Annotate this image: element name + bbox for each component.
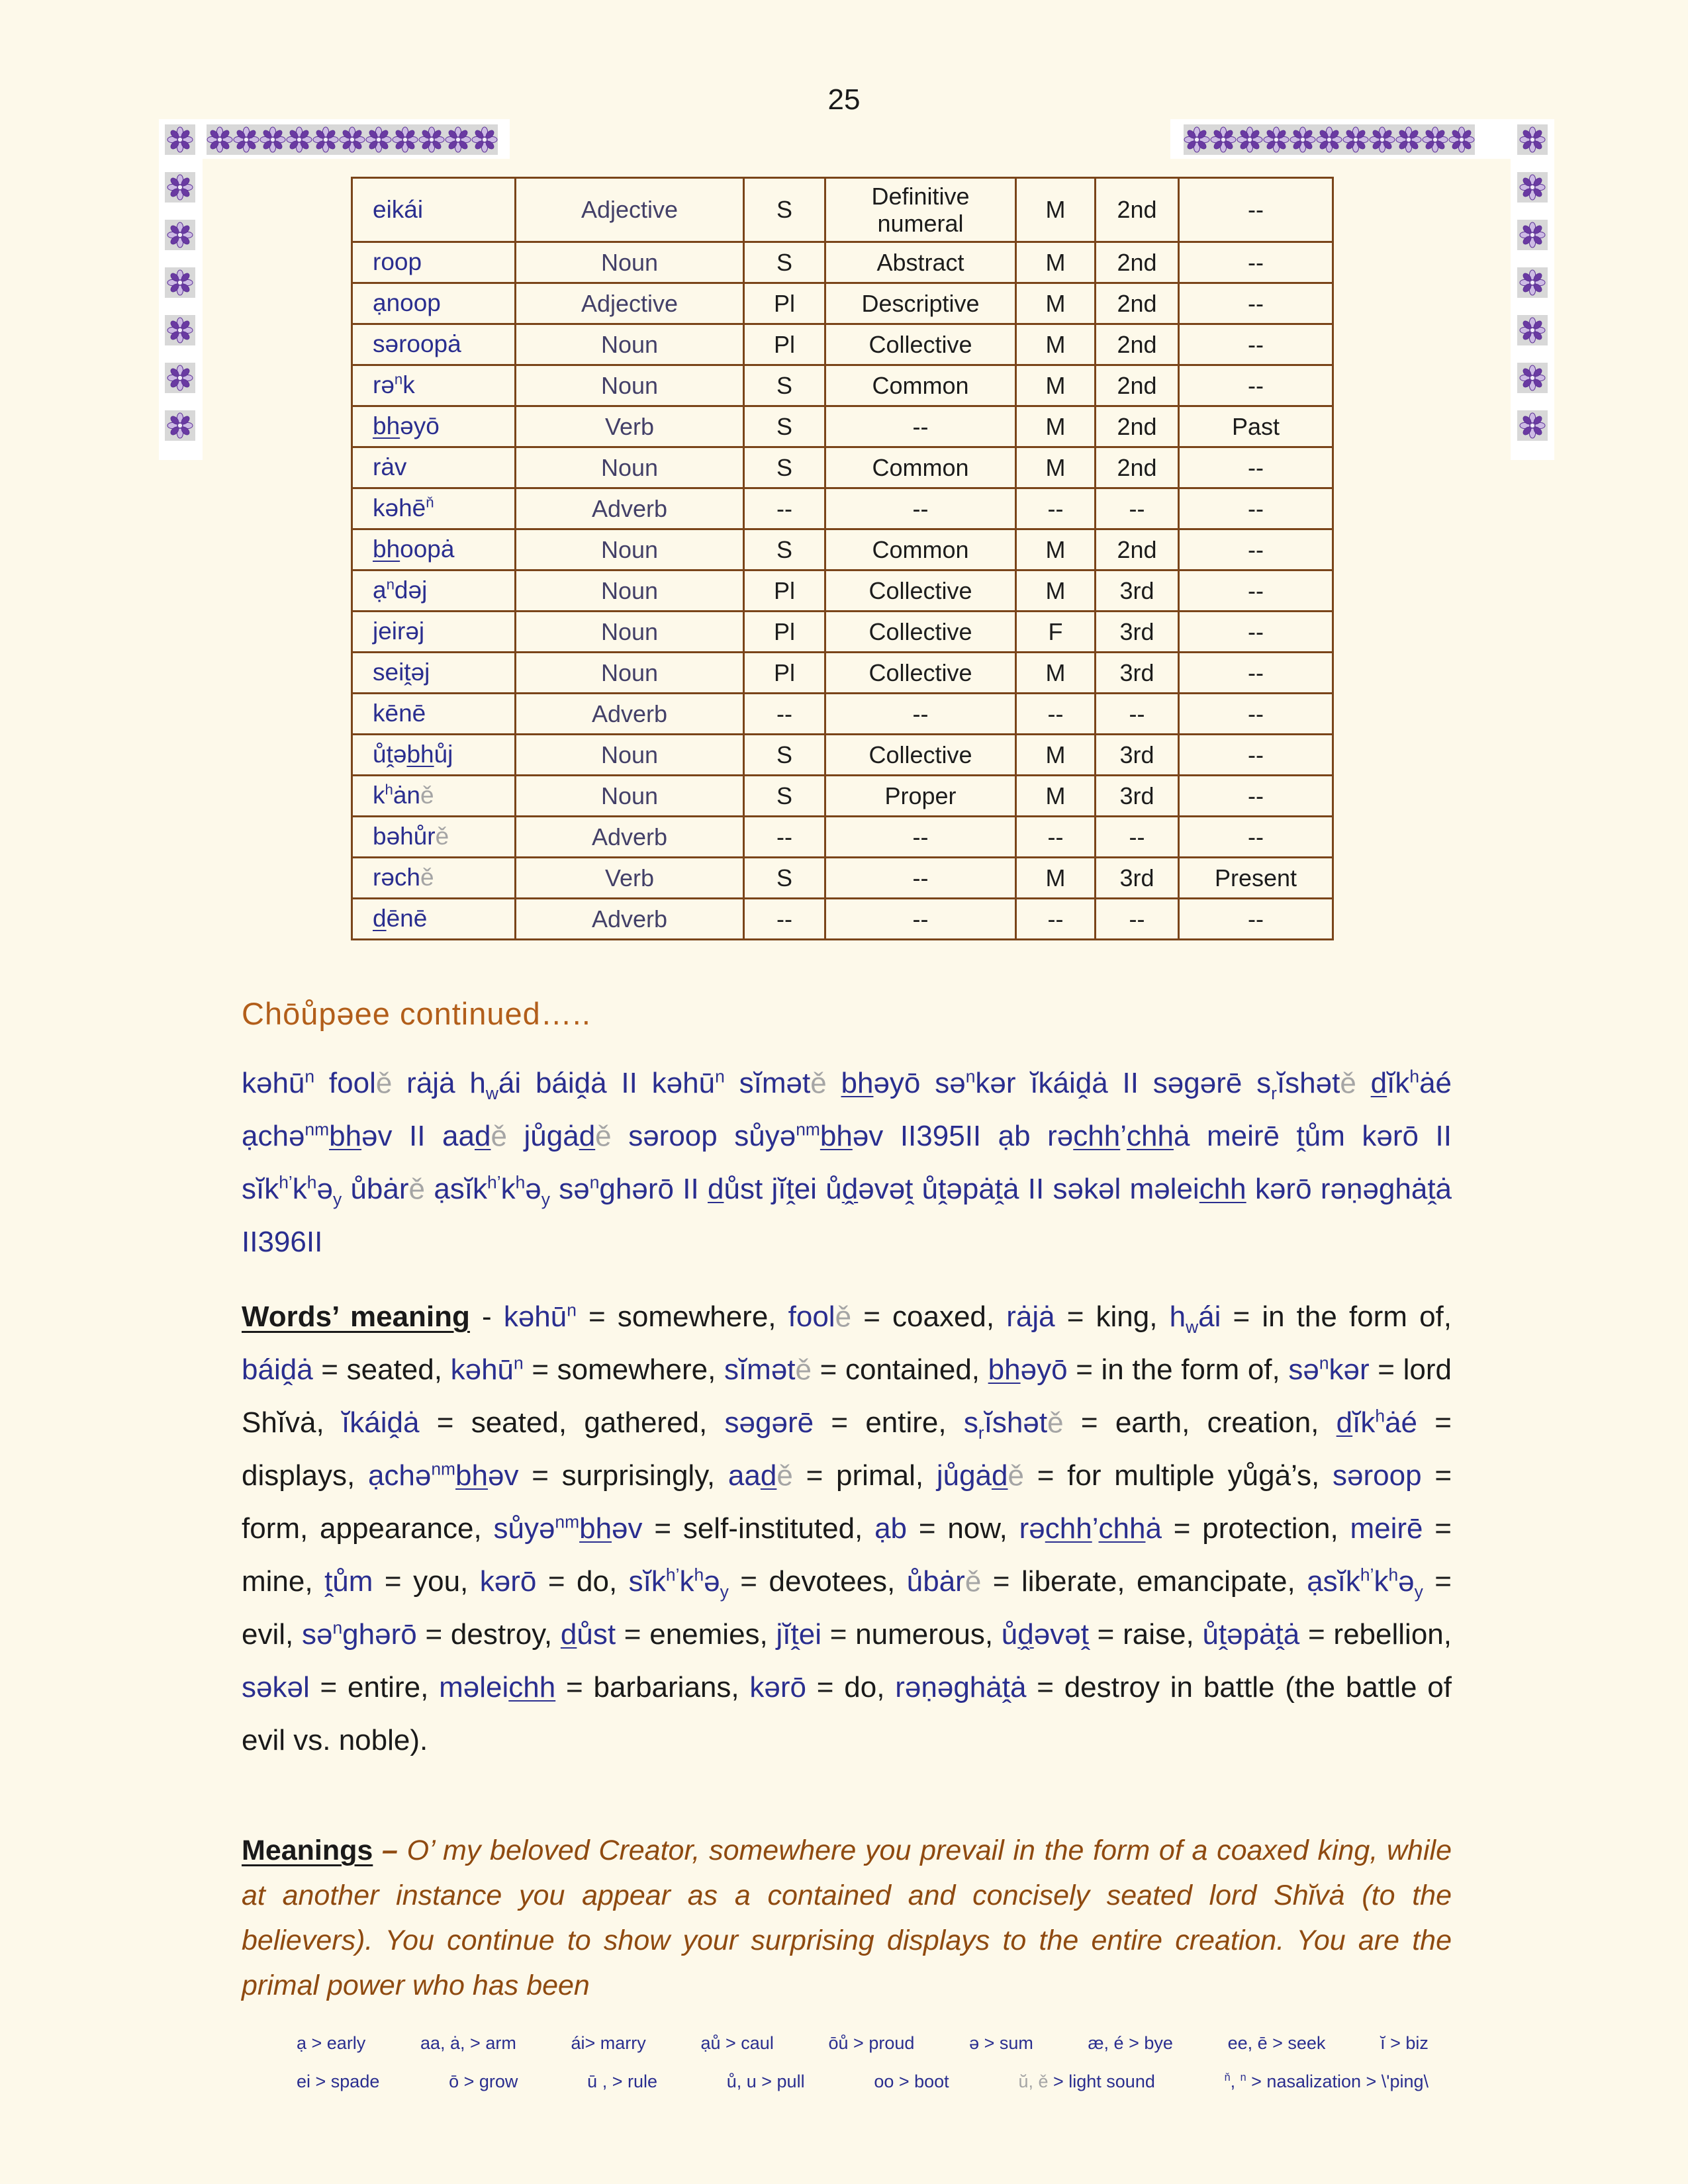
table-cell: -- xyxy=(1179,283,1333,324)
flower-icon xyxy=(418,126,445,153)
verse-text: kəhū$^n$ foolě rȧjȧ $h_wái$ báiḓȧ II kəhū$^n$ sĭmətě bhəyō sə$^n$kər ĭkáiḓȧ II səgərē $s_rĭshətě$ dĭk$^h$ȧé ạchə$^{nm}$bhəv II aadě jůgȧdě səroop sůyə$^{nm}$bhəv II395II ạb rəchh’chhȧ meirē ṱům kərō II $sĭk^{h’}k^hə_y$ ůbȧrě $ạsĭk^{h’}k^hə_y$ sə$^n$ghərō II důst jĭṱei ůḓəvəṱ ůṱəpȧṱȧ II səkəl məleichh kərō rəṇəghȧṱȧ II396II xyxy=(242,1066,1452,1258)
table-row xyxy=(352,899,1333,940)
table-cell: Pl xyxy=(744,324,825,365)
table-cell: Common xyxy=(825,447,1016,488)
table-cell: S xyxy=(744,242,825,283)
table-cell: jeirəj xyxy=(352,612,516,653)
table-cell: 3rd xyxy=(1096,735,1179,776)
table-cell: -- xyxy=(1096,899,1179,940)
table-cell: kəhē$^ň$ xyxy=(352,488,516,529)
table-cell: seiṱəj xyxy=(352,653,516,694)
flower-ornament xyxy=(471,124,498,155)
flower-ornament xyxy=(445,124,471,155)
table-cell: Adjective xyxy=(516,178,744,242)
table-cell: M xyxy=(1016,365,1096,406)
flower-icon xyxy=(1519,412,1546,439)
table-cell: -- xyxy=(744,899,825,940)
pronunciation-key: ạ > early xyxy=(297,2033,366,2053)
table-row xyxy=(352,324,1333,365)
table-cell: rəchě xyxy=(352,858,516,899)
flower-icon xyxy=(167,317,193,343)
table-cell: -- xyxy=(1179,899,1333,940)
flower-ornament xyxy=(418,124,445,155)
flower-ornament xyxy=(1184,124,1210,155)
pronunciation-key: ō > grow xyxy=(449,2071,518,2091)
table-cell: -- xyxy=(1179,324,1333,365)
table-row xyxy=(352,365,1333,406)
flower-icon xyxy=(392,126,418,153)
pronunciation-key: $^ň$, $^n$ > nasalization > \'ping\ xyxy=(1224,2071,1429,2091)
table-row xyxy=(352,694,1333,735)
table-row xyxy=(352,283,1333,324)
table-cell: 2nd xyxy=(1096,447,1179,488)
flower-icon xyxy=(1184,126,1210,153)
table-cell: -- xyxy=(1179,612,1333,653)
flower-ornament xyxy=(259,124,286,155)
flower-icon xyxy=(286,126,312,153)
table-cell: 3rd xyxy=(1096,570,1179,612)
flower-icon xyxy=(1316,126,1342,153)
flower-ornament xyxy=(1369,124,1395,155)
table-cell: -- xyxy=(1179,178,1333,242)
table-row xyxy=(352,406,1333,447)
table-cell: Abstract xyxy=(825,242,1016,283)
table-row xyxy=(352,447,1333,488)
flower-icon xyxy=(1519,365,1546,391)
flower-icon xyxy=(167,222,193,248)
table-row xyxy=(352,817,1333,858)
flower-ornament xyxy=(365,124,392,155)
table-cell: Verb xyxy=(516,858,744,899)
flower-ornament xyxy=(165,315,195,345)
pronunciation-guide-line-1 xyxy=(297,2033,1429,2054)
table-cell: Common xyxy=(825,365,1016,406)
table-cell: -- xyxy=(825,406,1016,447)
table-cell: M xyxy=(1016,776,1096,817)
table-cell: Pl xyxy=(744,612,825,653)
table-cell: Noun xyxy=(516,447,744,488)
table-cell: Pl xyxy=(744,653,825,694)
table-cell: kēnē xyxy=(352,694,516,735)
flower-icon xyxy=(445,126,471,153)
flower-icon xyxy=(167,174,193,201)
table-cell: -- xyxy=(825,858,1016,899)
table-cell: Present xyxy=(1179,858,1333,899)
table-cell: S xyxy=(744,406,825,447)
table-cell: 2nd xyxy=(1096,178,1179,242)
table-cell: -- xyxy=(1179,447,1333,488)
pronunciation-key: ái> marry xyxy=(571,2033,646,2053)
flower-ornament xyxy=(1422,124,1448,155)
flower-ornament xyxy=(1342,124,1369,155)
flower-icon xyxy=(1342,126,1369,153)
flower-icon xyxy=(1210,126,1237,153)
flower-icon xyxy=(1395,126,1422,153)
table-cell: S xyxy=(744,776,825,817)
flower-icon xyxy=(471,126,498,153)
table-cell: S xyxy=(744,447,825,488)
table-cell: M xyxy=(1016,242,1096,283)
pronunciation-key: aa, ȧ, > arm xyxy=(420,2033,516,2053)
flower-ornament xyxy=(1237,124,1263,155)
table-row xyxy=(352,242,1333,283)
table-cell: roop xyxy=(352,242,516,283)
flower-ornament xyxy=(1517,220,1548,250)
flower-icon xyxy=(1519,269,1546,296)
flower-ornament xyxy=(165,267,195,298)
table-cell: Noun xyxy=(516,324,744,365)
table-cell: Verb xyxy=(516,406,744,447)
table-cell: Noun xyxy=(516,529,744,570)
flower-icon xyxy=(1369,126,1395,153)
table-cell: Adverb xyxy=(516,817,744,858)
flower-ornament xyxy=(1448,124,1475,155)
table-cell: Noun xyxy=(516,242,744,283)
pronunciation-key: ei > spade xyxy=(297,2071,380,2091)
table-cell: Proper xyxy=(825,776,1016,817)
table-cell: S xyxy=(744,178,825,242)
table-cell: M xyxy=(1016,447,1096,488)
flower-icon xyxy=(1237,126,1263,153)
table-cell: -- xyxy=(825,899,1016,940)
table-cell: M xyxy=(1016,653,1096,694)
flower-ornament xyxy=(286,124,312,155)
words-meaning-paragraph xyxy=(242,1291,1452,1767)
flower-ornament xyxy=(1263,124,1289,155)
table-cell: M xyxy=(1016,570,1096,612)
flower-icon xyxy=(1263,126,1289,153)
table-cell: Noun xyxy=(516,735,744,776)
pronunciation-key: ạů > caul xyxy=(700,2033,774,2053)
flower-ornament xyxy=(1517,410,1548,441)
table-cell: -- xyxy=(1016,694,1096,735)
table-cell: -- xyxy=(744,817,825,858)
table-cell: Common xyxy=(825,529,1016,570)
table-row xyxy=(352,858,1333,899)
table-cell: M xyxy=(1016,858,1096,899)
table-cell: S xyxy=(744,529,825,570)
table-cell: -- xyxy=(1016,899,1096,940)
flower-ornament xyxy=(165,220,195,250)
meanings-paragraph xyxy=(242,1828,1452,2008)
flower-ornament xyxy=(339,124,365,155)
flower-icon xyxy=(1289,126,1316,153)
pronunciation-key: ŭ, ě > light sound xyxy=(1018,2071,1155,2091)
table-cell: F xyxy=(1016,612,1096,653)
table-cell: Collective xyxy=(825,653,1016,694)
table-cell: 3rd xyxy=(1096,776,1179,817)
pronunciation-key: ů, u > pull xyxy=(726,2071,805,2091)
table-cell: Pl xyxy=(744,283,825,324)
table-cell: 2nd xyxy=(1096,529,1179,570)
flower-icon xyxy=(312,126,339,153)
decor-strip-top-right xyxy=(1184,124,1475,155)
table-cell: -- xyxy=(825,488,1016,529)
table-cell: -- xyxy=(1179,817,1333,858)
table-cell: Adverb xyxy=(516,694,744,735)
table-cell: 3rd xyxy=(1096,858,1179,899)
table-cell: ạ$^n$dəj xyxy=(352,570,516,612)
table-cell: 2nd xyxy=(1096,324,1179,365)
table-row xyxy=(352,529,1333,570)
table-cell: -- xyxy=(1179,488,1333,529)
table-cell: -- xyxy=(1096,694,1179,735)
table-cell: -- xyxy=(1096,488,1179,529)
table-cell: -- xyxy=(1179,776,1333,817)
pronunciation-key: ə > sum xyxy=(969,2033,1033,2053)
table-cell: -- xyxy=(1179,694,1333,735)
flower-icon xyxy=(207,126,233,153)
table-cell: -- xyxy=(1016,488,1096,529)
flower-ornament xyxy=(1210,124,1237,155)
table-cell: M xyxy=(1016,406,1096,447)
table-cell: bhəyō xyxy=(352,406,516,447)
flower-icon xyxy=(167,269,193,296)
flower-ornament xyxy=(1395,124,1422,155)
table-cell: -- xyxy=(1179,570,1333,612)
table-cell: M xyxy=(1016,735,1096,776)
table-cell: -- xyxy=(1179,529,1333,570)
pronunciation-key: ee, ē > seek xyxy=(1227,2033,1326,2053)
pronunciation-key: æ, é > bye xyxy=(1088,2033,1173,2053)
flower-ornament xyxy=(312,124,339,155)
pronunciation-key: oo > boot xyxy=(874,2071,949,2091)
words-meaning-body: - kəhū$^n$ = somewhere, foolě = coaxed, rȧjȧ = king, $h_wái$ = in the form of, báiḓȧ = seated, kəhū$^n$ = somewhere, sĭmətě = contained, bhəyō = in the form of, sə$^n$kər = lord Shĭvȧ, ĭkáiḓȧ = seated, gathered, səgərē = entire, $s_rĭshətě$ = earth, creation, dĭk$^h$ȧé = displays, ạchə$^{nm}$bhəv = surprisingly, aadě = primal, jůgȧdě = for multiple yůgȧ’s, səroop = form, appearance, sůyə$^{nm}$bhəv = self-instituted, ạb = now, rəchh’chhȧ = protection, meirē = mine, ṱům = you, kərō = do, $sĭk^{h’}k^hə_y$ = devotees, ůbȧrě = liberate, emancipate, $ạsĭk^{h’}k^hə_y$ = evil, sə$^n$ghərō = destroy, důst = enemies, jĭṱei = numerous, ůḓəvəṱ = raise, ůṱəpȧṱȧ = rebellion, səkəl = entire, məleichh = barbarians, kərō = do, rəṇəghȧṱȧ = destroy in battle (the battle of evil vs. noble). xyxy=(242,1300,1452,1756)
pronunciation-key: ū , > rule xyxy=(587,2071,657,2091)
table-cell: 3rd xyxy=(1096,653,1179,694)
table-cell: Noun xyxy=(516,776,744,817)
flower-ornament xyxy=(1517,124,1548,155)
table-cell: -- xyxy=(744,694,825,735)
table-cell: bhoopȧ xyxy=(352,529,516,570)
flower-ornament xyxy=(1517,315,1548,345)
flower-ornament xyxy=(1316,124,1342,155)
flower-icon xyxy=(1448,126,1475,153)
flower-ornament xyxy=(1517,267,1548,298)
table-cell: Definitive numeral xyxy=(825,178,1016,242)
table-row xyxy=(352,488,1333,529)
table-cell: ạnoop xyxy=(352,283,516,324)
table-cell: Collective xyxy=(825,735,1016,776)
flower-ornament xyxy=(165,172,195,203)
table-cell: Noun xyxy=(516,653,744,694)
flower-icon xyxy=(339,126,365,153)
table-cell: 3rd xyxy=(1096,612,1179,653)
pronunciation-guide-line-2 xyxy=(297,2071,1429,2092)
table-cell: -- xyxy=(1096,817,1179,858)
table-cell: Past xyxy=(1179,406,1333,447)
table-cell: Collective xyxy=(825,612,1016,653)
flower-ornament xyxy=(207,124,233,155)
table-cell: Pl xyxy=(744,570,825,612)
table-cell: S xyxy=(744,858,825,899)
table-cell: Adverb xyxy=(516,488,744,529)
table-cell: Adjective xyxy=(516,283,744,324)
table-cell: Descriptive xyxy=(825,283,1016,324)
flower-icon xyxy=(1519,126,1546,153)
table-cell: -- xyxy=(744,488,825,529)
table-cell: Noun xyxy=(516,612,744,653)
table-row xyxy=(352,653,1333,694)
table-cell: Adverb xyxy=(516,899,744,940)
table-cell: -- xyxy=(1179,365,1333,406)
flower-ornament xyxy=(392,124,418,155)
flower-icon xyxy=(1519,222,1546,248)
words-meaning-title: Words’ meaning xyxy=(242,1300,470,1333)
table-cell: ůṱəbhůj xyxy=(352,735,516,776)
table-cell: -- xyxy=(825,694,1016,735)
table-row xyxy=(352,570,1333,612)
table-cell: M xyxy=(1016,324,1096,365)
table-cell: rȧv xyxy=(352,447,516,488)
table-cell: 2nd xyxy=(1096,406,1179,447)
pronunciation-key: ōů > proud xyxy=(828,2033,915,2053)
table-cell: -- xyxy=(1016,817,1096,858)
table-cell: S xyxy=(744,735,825,776)
table-cell: 2nd xyxy=(1096,283,1179,324)
flower-icon xyxy=(167,412,193,439)
flower-icon xyxy=(365,126,392,153)
table-cell: Noun xyxy=(516,570,744,612)
flower-ornament xyxy=(165,124,195,155)
decor-strip-right xyxy=(1517,124,1548,441)
table-cell: -- xyxy=(1179,653,1333,694)
table-cell: Noun xyxy=(516,365,744,406)
table-cell: eikái xyxy=(352,178,516,242)
table-cell: 2nd xyxy=(1096,242,1179,283)
flower-icon xyxy=(167,365,193,391)
table-cell: -- xyxy=(1179,735,1333,776)
table-cell: bəhůrě xyxy=(352,817,516,858)
table-cell: M xyxy=(1016,178,1096,242)
flower-icon xyxy=(259,126,286,153)
flower-ornament xyxy=(1517,363,1548,393)
table-cell: 2nd xyxy=(1096,365,1179,406)
table-cell: dēnē xyxy=(352,899,516,940)
table-cell: M xyxy=(1016,529,1096,570)
flower-icon xyxy=(1519,174,1546,201)
page-number: 25 xyxy=(827,83,861,116)
flower-ornament xyxy=(233,124,259,155)
table-cell: Collective xyxy=(825,324,1016,365)
word-grammar-table xyxy=(351,177,1334,940)
table-cell: səroopȧ xyxy=(352,324,516,365)
meanings-body: – O’ my beloved Creator, somewhere you prevail in the form of a coaxed king, while at another instance you appear as a contained and concisely seated lord Shĭvȧ (to the believers). You continue to show your surprising displays to the entire creation. You are the primal power who has been xyxy=(242,1835,1452,2001)
table-cell: -- xyxy=(825,817,1016,858)
table-cell: Collective xyxy=(825,570,1016,612)
decor-strip-top-left xyxy=(207,124,498,155)
table-cell: M xyxy=(1016,283,1096,324)
table-row xyxy=(352,178,1333,242)
section-heading: Chōůpəee continued….. xyxy=(242,996,591,1031)
flower-ornament xyxy=(165,410,195,441)
flower-ornament xyxy=(165,363,195,393)
decor-strip-left xyxy=(165,124,195,441)
flower-ornament xyxy=(1289,124,1316,155)
flower-icon xyxy=(233,126,259,153)
flower-icon xyxy=(167,126,193,153)
table-cell: S xyxy=(744,365,825,406)
table-row xyxy=(352,735,1333,776)
table-row xyxy=(352,776,1333,817)
table-row xyxy=(352,612,1333,653)
meanings-title: Meanings xyxy=(242,1835,373,1866)
pronunciation-key: ĭ > biz xyxy=(1380,2033,1429,2053)
table-cell: rə$^n$k xyxy=(352,365,516,406)
flower-icon xyxy=(1422,126,1448,153)
flower-ornament xyxy=(1517,172,1548,203)
table-cell: $k^hȧně$ xyxy=(352,776,516,817)
flower-icon xyxy=(1519,317,1546,343)
table-cell: -- xyxy=(1179,242,1333,283)
